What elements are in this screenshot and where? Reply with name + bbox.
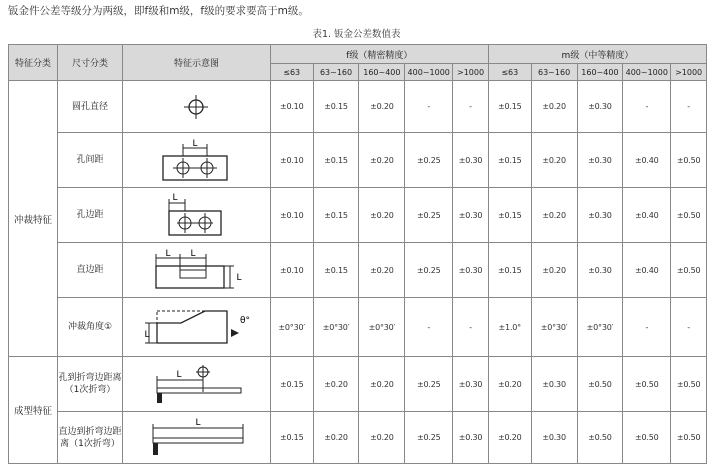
m-grade-value: ±0.40 <box>623 243 671 298</box>
table-row <box>9 133 707 188</box>
size-category-cell: 直边距 <box>57 243 122 298</box>
header-range: 63~160 <box>313 64 359 81</box>
size-category-cell: 孔边距 <box>57 188 122 243</box>
diagram-cell <box>123 298 271 357</box>
header-size-category: 尺寸分类 <box>57 45 122 81</box>
m-grade-value: ±0.50 <box>623 357 671 412</box>
m-grade-value: ±0.50 <box>577 412 623 464</box>
m-grade-value: ±0.50 <box>577 357 623 412</box>
m-grade-value: ±0.50 <box>623 412 671 464</box>
dimension-label: L <box>165 249 171 259</box>
table-row <box>9 412 707 464</box>
m-grade-value: ±0.30 <box>577 188 623 243</box>
table-row <box>9 357 707 412</box>
header-diagram: 特征示意图 <box>123 45 271 81</box>
m-grade-value: ±0.15 <box>488 81 531 133</box>
dimension-label: L <box>172 193 178 203</box>
f-grade-value: ±0.25 <box>405 188 453 243</box>
m-grade-value: ±0.50 <box>671 188 707 243</box>
size-category-cell: 圆孔直径 <box>57 81 122 133</box>
diagram-cell <box>123 81 271 133</box>
table-row <box>9 298 707 357</box>
table-row <box>9 81 707 133</box>
f-grade-value: ±0.30 <box>453 412 489 464</box>
m-grade-value: ±0.30 <box>531 412 577 464</box>
m-grade-value: - <box>623 298 671 357</box>
m-grade-value: ±0.30 <box>577 81 623 133</box>
dimension-label: L <box>144 330 150 340</box>
f-grade-value: ±0.10 <box>270 188 313 243</box>
f-grade-value: ±0.30 <box>453 357 489 412</box>
f-grade-value: ±0.20 <box>359 243 405 298</box>
feature-category-cell: 冲裁特征 <box>9 81 58 357</box>
f-grade-value: - <box>453 81 489 133</box>
m-grade-value: ±0.20 <box>531 133 577 188</box>
diagram-cell <box>123 188 271 243</box>
header-m-grade: m级（中等精度） <box>488 45 706 64</box>
punch-angle-icon <box>123 303 270 351</box>
f-grade-value: ±0.15 <box>313 188 359 243</box>
f-grade-value: ±0.25 <box>405 412 453 464</box>
f-grade-value: ±0.15 <box>270 412 313 464</box>
edge-to-bend-icon <box>123 416 270 460</box>
angle-label: θ° <box>240 316 251 326</box>
m-grade-value: ±0.15 <box>488 243 531 298</box>
m-grade-value: ±1.0° <box>488 298 531 357</box>
diagram-cell <box>123 357 271 412</box>
f-grade-value: ±0.20 <box>313 357 359 412</box>
m-grade-value: ±0.50 <box>671 133 707 188</box>
f-grade-value: ±0.20 <box>359 357 405 412</box>
f-grade-value: ±0°30′ <box>359 298 405 357</box>
f-grade-value: ±0.30 <box>453 243 489 298</box>
f-grade-value: ±0.20 <box>359 133 405 188</box>
header-range: >1000 <box>453 64 489 81</box>
m-grade-value: ±0.50 <box>671 412 707 464</box>
table-row <box>9 243 707 298</box>
m-grade-value: ±0.15 <box>488 133 531 188</box>
m-grade-value: - <box>671 298 707 357</box>
f-grade-value: ±0.20 <box>359 412 405 464</box>
m-grade-value: ±0.30 <box>577 243 623 298</box>
f-grade-value: ±0.25 <box>405 243 453 298</box>
dimension-label: L <box>195 417 201 428</box>
hole-edge-icon <box>123 191 270 239</box>
f-grade-value: ±0.15 <box>313 243 359 298</box>
header-range: 160~400 <box>577 64 623 81</box>
intro-text: 钣金件公差等级分为两级，即f级和m级，f级的要求要高于m级。 <box>8 5 309 17</box>
m-grade-value: ±0.20 <box>531 188 577 243</box>
f-grade-value: ±0.25 <box>405 133 453 188</box>
f-grade-value: ±0.20 <box>359 188 405 243</box>
dimension-label: L <box>192 139 198 149</box>
f-grade-value: - <box>405 81 453 133</box>
f-grade-value: ±0.10 <box>270 81 313 133</box>
m-grade-value: ±0.20 <box>531 81 577 133</box>
tolerance-table <box>8 44 707 464</box>
table-caption: 表1. 钣金公差数值表 <box>312 29 401 40</box>
dimension-label: L <box>176 370 182 380</box>
header-range: 63~160 <box>531 64 577 81</box>
f-grade-value: ±0.15 <box>313 133 359 188</box>
f-grade-value: ±0.30 <box>453 188 489 243</box>
m-grade-value: ±0.20 <box>488 412 531 464</box>
size-category-cell: 孔到折弯边距离（1次折弯） <box>57 357 122 412</box>
f-grade-value: ±0.30 <box>453 133 489 188</box>
m-grade-value: ±0.40 <box>623 188 671 243</box>
f-grade-value: ±0°30′ <box>270 298 313 357</box>
m-grade-value: ±0.30 <box>577 133 623 188</box>
f-grade-value: ±0.25 <box>405 357 453 412</box>
hole-diameter-icon <box>123 87 270 127</box>
f-grade-value: - <box>405 298 453 357</box>
header-range: 400~1000 <box>623 64 671 81</box>
m-grade-value: ±0.30 <box>531 357 577 412</box>
table-row <box>9 188 707 243</box>
diagram-cell <box>123 133 271 188</box>
size-category-cell: 孔间距 <box>57 133 122 188</box>
m-grade-value: ±0°30′ <box>531 298 577 357</box>
header-feature-category: 特征分类 <box>9 45 58 81</box>
header-range: 160~400 <box>359 64 405 81</box>
header-f-grade: f级（精密精度） <box>270 45 488 64</box>
header-range: 400~1000 <box>405 64 453 81</box>
f-grade-value: ±0.20 <box>313 412 359 464</box>
f-grade-value: ±0.10 <box>270 133 313 188</box>
diagram-cell <box>123 412 271 464</box>
m-grade-value: ±0.50 <box>671 357 707 412</box>
size-category-cell: 冲裁角度① <box>57 298 122 357</box>
feature-category-cell: 成型特征 <box>9 357 58 464</box>
f-grade-value: ±0.15 <box>313 81 359 133</box>
header-range: >1000 <box>671 64 707 81</box>
f-grade-value: ±0.10 <box>270 243 313 298</box>
size-category-cell: 直边到折弯边距离（1次折弯） <box>57 412 122 464</box>
header-range: ≤63 <box>270 64 313 81</box>
straight-edge-icon <box>123 246 270 294</box>
m-grade-value: ±0.40 <box>623 133 671 188</box>
m-grade-value: ±0.20 <box>531 243 577 298</box>
m-grade-value: ±0.50 <box>671 243 707 298</box>
m-grade-value: ±0.20 <box>488 357 531 412</box>
m-grade-value: - <box>671 81 707 133</box>
f-grade-value: - <box>453 298 489 357</box>
m-grade-value: ±0°30′ <box>577 298 623 357</box>
hole-spacing-icon <box>123 136 270 184</box>
f-grade-value: ±0.15 <box>270 357 313 412</box>
header-range: ≤63 <box>488 64 531 81</box>
f-grade-value: ±0°30′ <box>313 298 359 357</box>
f-grade-value: ±0.20 <box>359 81 405 133</box>
diagram-cell <box>123 243 271 298</box>
dimension-label: L <box>190 249 196 259</box>
dimension-label: L <box>236 273 242 283</box>
m-grade-value: - <box>623 81 671 133</box>
hole-to-bend-icon <box>123 362 270 406</box>
m-grade-value: ±0.15 <box>488 188 531 243</box>
